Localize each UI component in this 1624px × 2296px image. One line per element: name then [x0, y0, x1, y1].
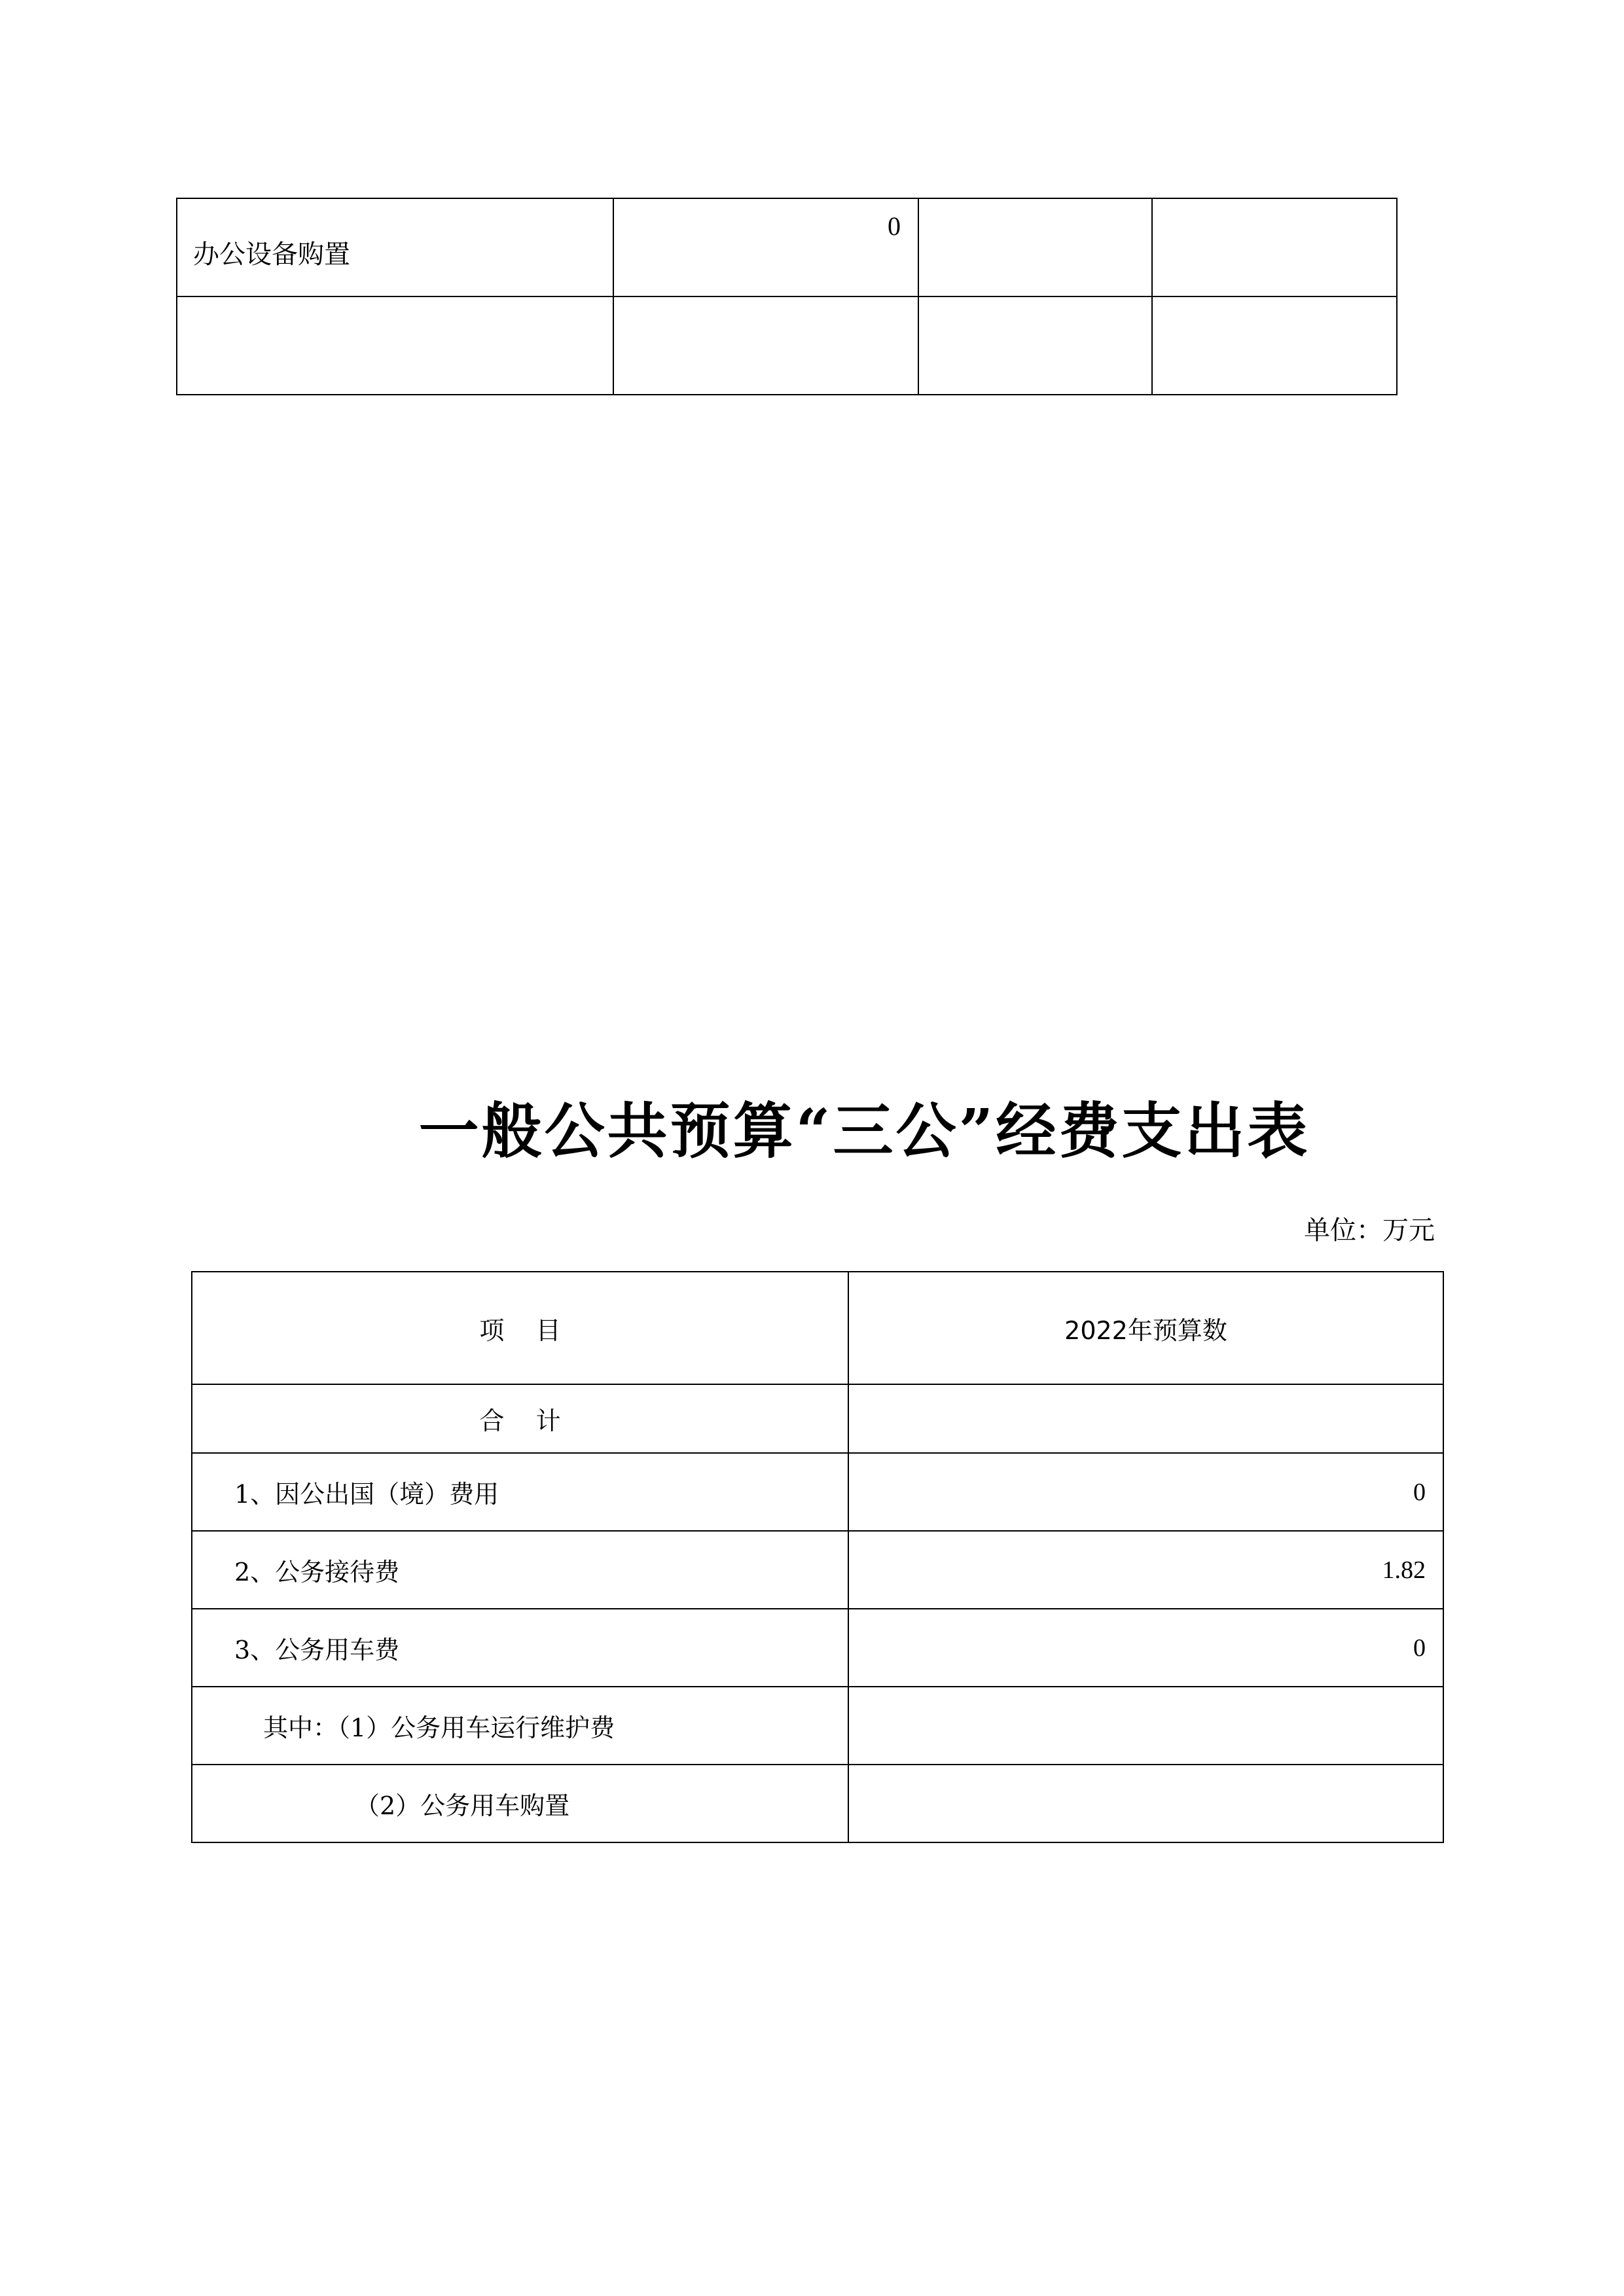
total-label: 合 计: [192, 1384, 848, 1453]
table-header-row: [192, 1272, 1443, 1384]
unit-label: 单位：万元: [1304, 1215, 1435, 1246]
total-value: [848, 1384, 1443, 1453]
row-value: 0: [613, 198, 918, 296]
row-label: [177, 296, 613, 395]
row-cell: [1152, 296, 1397, 395]
table-row: [177, 296, 1397, 395]
row-value: [848, 1687, 1443, 1765]
row-value: 0: [848, 1453, 1443, 1531]
table-row: [177, 198, 1397, 296]
column-header-item: 项 目: [192, 1272, 848, 1384]
row-label: 2、公务接待费: [192, 1531, 848, 1609]
row-label: （2）公务用车购置: [192, 1765, 848, 1842]
row-label: 1、因公出国（境）费用: [192, 1453, 848, 1531]
row-label: 办公设备购置: [177, 198, 613, 296]
row-label: 3、公务用车费: [192, 1609, 848, 1687]
total-row: [192, 1384, 1443, 1453]
table-row: [192, 1765, 1443, 1842]
row-cell: [918, 198, 1152, 296]
row-value: [848, 1765, 1443, 1842]
table-row: [192, 1453, 1443, 1531]
table-row: [192, 1531, 1443, 1609]
page-title: 一般公共预算“三公”经费支出表: [418, 1096, 1310, 1166]
row-value: [613, 296, 918, 395]
row-value: 0: [848, 1609, 1443, 1687]
row-cell: [918, 296, 1152, 395]
row-label: 其中：（1）公务用车运行维护费: [192, 1687, 848, 1765]
expense-table: [191, 1271, 1444, 1843]
continuation-table: [176, 198, 1398, 395]
table-row: [192, 1687, 1443, 1765]
row-value: 1.82: [848, 1531, 1443, 1609]
row-cell: [1152, 198, 1397, 296]
column-header-budget: 2022年预算数: [848, 1272, 1443, 1384]
table-row: [192, 1609, 1443, 1687]
